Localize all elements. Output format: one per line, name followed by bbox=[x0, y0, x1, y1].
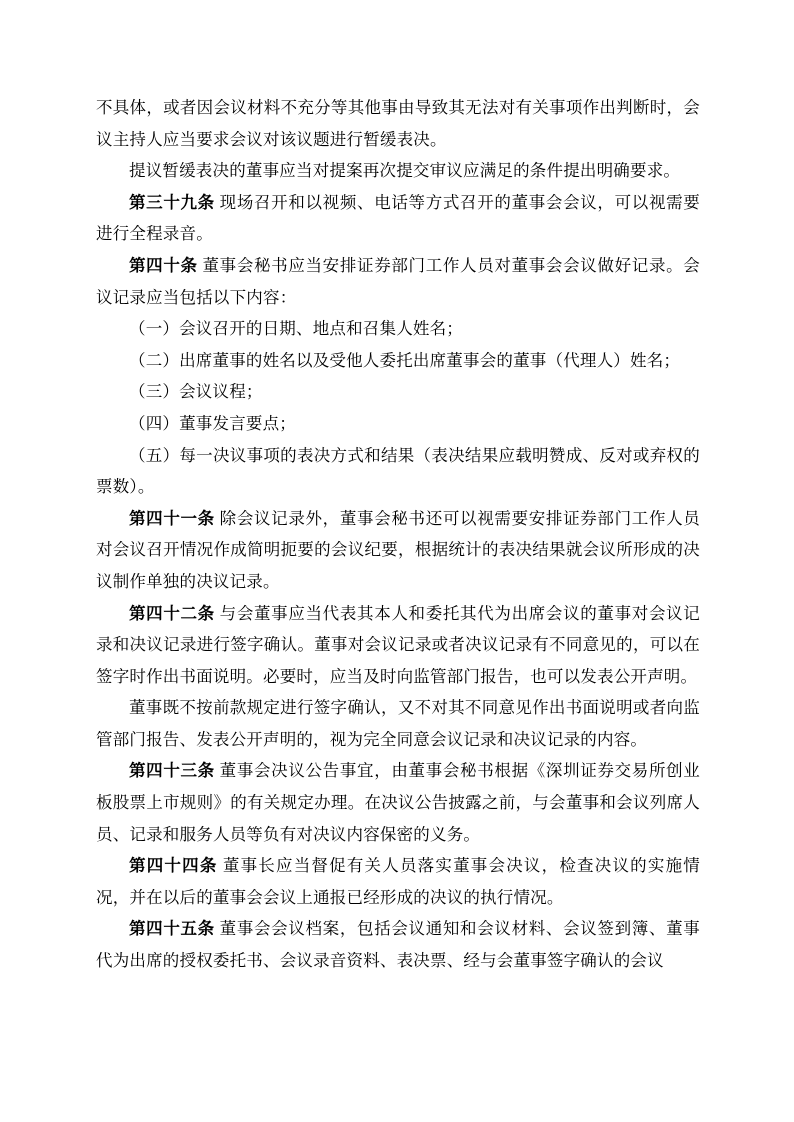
paragraph: （五）每一决议事项的表决方式和结果（表决结果应载明赞成、反对或弃权的票数）。 bbox=[96, 445, 700, 497]
article-number: 第四十五条 bbox=[129, 919, 215, 939]
paragraph: （一）会议召开的日期、地点和召集人姓名； bbox=[129, 319, 463, 339]
paragraph: 不具体，或者因会议材料不充分等其他事由导致其无法对有关事项作出判断时，会议主持人应当要求会议对该议题进行暂缓表决。 bbox=[96, 98, 700, 149]
paragraph: 第四十五条 董事会会议档案，包括会议通知和会议材料、会议签到簿、董事代为出席的授权委托书、会议录音资料、表决票、经与会董事签字确认的会议 bbox=[96, 919, 700, 971]
article-number: 第四十三条 bbox=[129, 761, 215, 781]
paragraph: （四）董事发言要点； bbox=[129, 413, 296, 433]
article-number: 第四十二条 bbox=[129, 603, 215, 623]
document-body bbox=[96, 92, 700, 977]
article-number: 第四十四条 bbox=[129, 856, 218, 876]
paragraph: 董事既不按前款规定进行签字确认，又不对其不同意见作出书面说明或者向监管部门报告、发表公开声明的，视为完全同意会议记录和决议记录的内容。 bbox=[96, 698, 700, 749]
paragraph: （二）出席董事的姓名以及受他人委托出席董事会的董事（代理人）姓名； bbox=[129, 350, 681, 370]
paragraph: （三）会议议程； bbox=[129, 382, 263, 402]
paragraph: 第四十一条 除会议记录外，董事会秘书还可以视需要安排证券部门工作人员对会议召开情况作成简明扼要的会议纪要，根据统计的表决结果就会议所形成的决议制作单独的决议记录。 bbox=[96, 508, 700, 591]
paragraph: 第四十条 董事会秘书应当安排证券部门工作人员对董事会会议做好记录。会议记录应当包括以下内容： bbox=[96, 255, 700, 307]
paragraph: 第四十四条 董事长应当督促有关人员落实董事会决议，检查决议的实施情况，并在以后的董事会会议上通报已经形成的决议的执行情况。 bbox=[96, 856, 700, 907]
paragraph: 第四十三条 董事会决议公告事宜，由董事会秘书根据《深圳证券交易所创业板股票上市规则》的有关规定办理。在决议公告披露之前，与会董事和会议列席人员、记录和服务人员等负有对决议内容保密的义务。 bbox=[96, 761, 700, 844]
article-number: 第四十条 bbox=[129, 255, 198, 275]
article-number: 第四十一条 bbox=[129, 508, 215, 528]
paragraph: 第三十九条 现场召开和以视频、电话等方式召开的董事会会议，可以视需要进行全程录音。 bbox=[96, 192, 700, 244]
paragraph: 第四十二条 与会董事应当代表其本人和委托其代为出席会议的董事对会议记录和决议记录进行签字确认。董事对会议记录或者决议记录有不同意见的，可以在签字时作出书面说明。必要时，应当及时向监管部门报告，也可以发表公开声明。 bbox=[96, 603, 700, 686]
article-number: 第三十九条 bbox=[129, 192, 215, 212]
paragraph: 提议暂缓表决的董事应当对提案再次提交审议应满足的条件提出明确要求。 bbox=[129, 161, 681, 181]
